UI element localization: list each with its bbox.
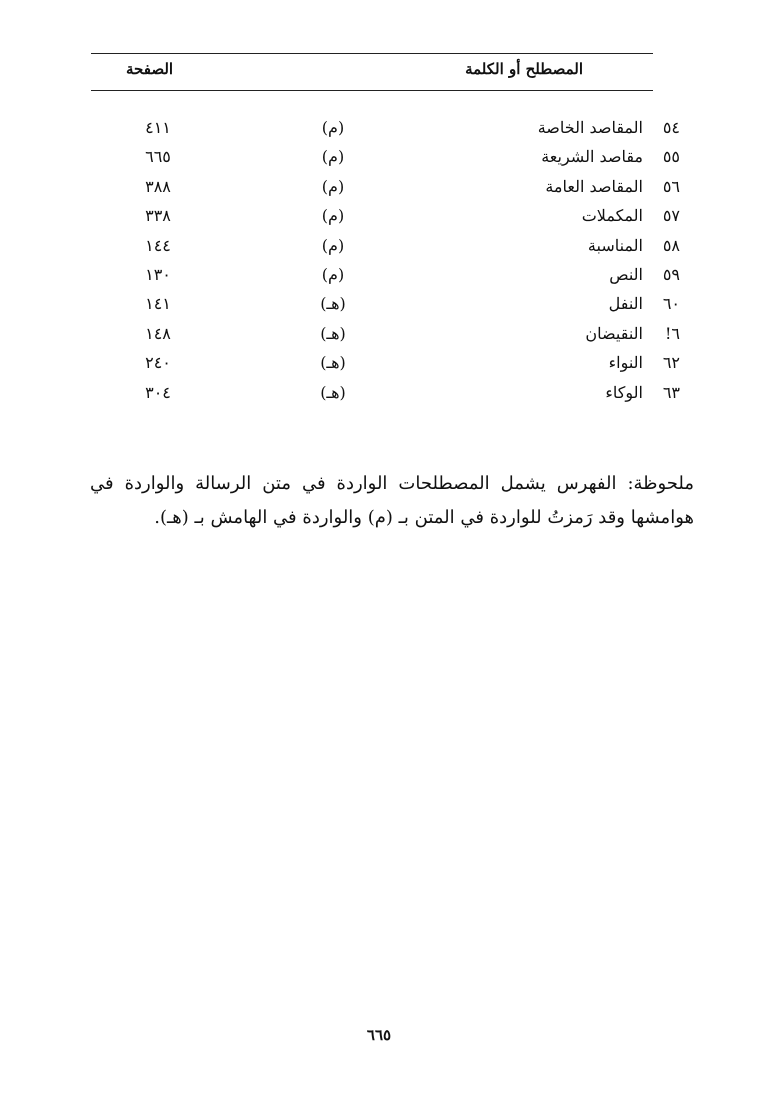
entry-number: ٥٤	[662, 118, 680, 137]
table-row	[0, 203, 758, 232]
entry-page: ١٤١	[145, 294, 171, 314]
entry-source-mark: (هـ)	[320, 294, 346, 314]
entry-term: النص	[609, 264, 643, 284]
entry-page: ٣٠٤	[145, 382, 171, 402]
entry-source-mark: (هـ)	[320, 353, 346, 373]
entry-page: ٣٣٨	[145, 206, 171, 226]
entry-term: النفل	[608, 294, 643, 314]
index-note: ملحوظة: الفهرس يشمل المصطلحات الواردة في متن الرسالة والواردة في هوامشها وقد رَمزتُ للواردة في المتن بـ (م) والواردة في الهامش بـ (هـ).	[90, 473, 694, 528]
entry-source-mark: (م)	[321, 264, 345, 284]
entry-number: ٥٩	[662, 264, 680, 284]
entry-term: النواء	[608, 353, 643, 373]
entry-number: ٥٥	[662, 147, 680, 167]
entry-source-mark: (م)	[321, 118, 345, 137]
entry-source-mark: (هـ)	[320, 382, 346, 402]
entry-term: الوكاء	[605, 382, 643, 402]
entry-source-mark: (هـ)	[320, 323, 346, 343]
entry-page: ٢٤٠	[145, 353, 171, 373]
entry-term: المناسبة	[587, 235, 643, 255]
table-row	[0, 350, 758, 379]
entry-page: ٤١١	[145, 118, 171, 137]
entry-page: ١٣٠	[145, 264, 171, 284]
entry-term: المقاصد الخاصة	[537, 118, 643, 137]
entry-term: النقيضان	[585, 323, 643, 343]
table-row	[0, 291, 758, 320]
table-row	[0, 262, 758, 291]
entry-number: ٥٦	[662, 176, 680, 196]
entry-term: المكملات	[581, 206, 643, 226]
table-top-rule	[91, 53, 653, 54]
table-row	[0, 174, 758, 203]
table-row	[0, 321, 758, 350]
entry-number: ٥٨	[662, 235, 680, 255]
entry-page: ١٤٤	[145, 235, 171, 255]
page-number: ٦٦٥	[366, 1026, 392, 1044]
entry-source-mark: (م)	[321, 176, 345, 196]
table-row	[0, 115, 758, 144]
entry-number: ٥٧	[662, 206, 680, 226]
table-row	[0, 144, 758, 173]
entry-number: ٦!	[664, 323, 680, 343]
term-column-header: المصطلح أو الكلمة	[465, 60, 583, 78]
table-row	[0, 233, 758, 262]
entry-term: المقاصد العامة	[545, 176, 643, 196]
entry-source-mark: (م)	[321, 206, 345, 226]
entry-term: مقاصد الشريعة	[541, 147, 643, 167]
page-column-header: الصفحة	[126, 60, 174, 78]
index-table-body	[0, 115, 758, 409]
entry-source-mark: (م)	[321, 235, 345, 255]
entry-page: ١٤٨	[145, 323, 171, 343]
table-row	[0, 380, 758, 409]
entry-number: ٦٣	[662, 382, 680, 402]
entry-source-mark: (م)	[321, 147, 345, 167]
table-header-rule	[91, 90, 653, 91]
entry-number: ٦٢	[662, 353, 680, 373]
entry-page: ٦٦٥	[145, 147, 171, 167]
entry-number: ٦٠	[662, 294, 680, 314]
entry-page: ٣٨٨	[145, 176, 171, 196]
